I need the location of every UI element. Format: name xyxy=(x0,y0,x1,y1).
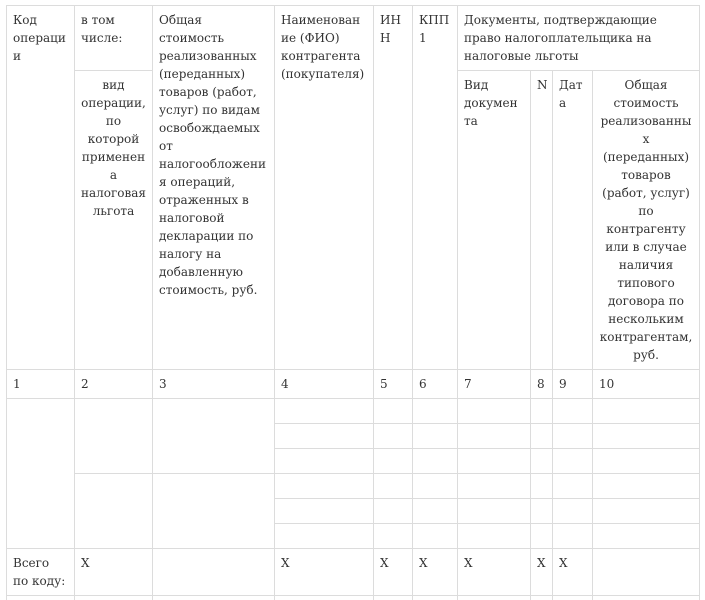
cell xyxy=(458,449,531,474)
cell xyxy=(374,499,413,524)
column-number-9: 9 xyxy=(553,370,593,399)
cell xyxy=(374,596,413,600)
total-x-inn: X xyxy=(374,549,413,596)
header-inn: ИНН xyxy=(374,6,413,370)
cell xyxy=(531,399,553,424)
cell xyxy=(593,474,700,499)
cell xyxy=(531,499,553,524)
cell xyxy=(458,399,531,424)
column-number-6: 6 xyxy=(413,370,458,399)
column-number-4: 4 xyxy=(275,370,374,399)
cell xyxy=(531,596,553,600)
column-number-10: 10 xyxy=(593,370,700,399)
cell-operation-type xyxy=(75,474,153,549)
cell xyxy=(593,424,700,449)
cell xyxy=(7,596,75,600)
header-document-type: Вид документа xyxy=(458,71,531,370)
cell xyxy=(553,449,593,474)
cell-operation-type xyxy=(75,399,153,474)
header-operation-code: Код операции xyxy=(7,6,75,370)
header-total-cost: Общая стоимость реализованных (переданных) товаров (работ, услуг) по видам освобождаемых от налогообложения операций, отраженных в налоговой декларации по налогу на добавленную стоимость, руб. xyxy=(153,6,275,370)
header-including: в том числе: xyxy=(75,6,153,71)
cell xyxy=(593,596,700,600)
cell xyxy=(275,399,374,424)
column-number-1: 1 xyxy=(7,370,75,399)
header-counterparty-cost: Общая стоимость реализованных (переданных) товаров (работ, услуг) по контрагенту или в случае наличия типового договора по нескольким контрагентам, руб. xyxy=(593,71,700,370)
cell xyxy=(553,596,593,600)
total-x-counterparty: X xyxy=(275,549,374,596)
cell xyxy=(275,449,374,474)
cell xyxy=(553,474,593,499)
cell xyxy=(458,474,531,499)
cell xyxy=(374,474,413,499)
cell xyxy=(413,524,458,549)
cell xyxy=(593,499,700,524)
column-number-8: 8 xyxy=(531,370,553,399)
cell xyxy=(458,596,531,600)
cell xyxy=(153,596,275,600)
total-row xyxy=(7,549,700,596)
data-row xyxy=(7,474,700,499)
total-x-operation-type: X xyxy=(75,549,153,596)
column-number-3: 3 xyxy=(153,370,275,399)
cut-off-row xyxy=(7,596,700,600)
cell xyxy=(531,449,553,474)
total-counterparty-cost-cell xyxy=(593,549,700,596)
cell xyxy=(553,499,593,524)
cell xyxy=(413,399,458,424)
total-label: Всего по коду: xyxy=(7,549,75,596)
cell-operation-code xyxy=(7,399,75,549)
data-row xyxy=(7,399,700,424)
cell xyxy=(413,596,458,600)
cell xyxy=(553,399,593,424)
column-number-5: 5 xyxy=(374,370,413,399)
header-document-date: Дата xyxy=(553,71,593,370)
cell xyxy=(275,424,374,449)
cell xyxy=(374,424,413,449)
cell xyxy=(374,399,413,424)
cell xyxy=(275,474,374,499)
header-operation-type: вид операции, по которой применена налоговая льгота xyxy=(75,71,153,370)
total-x-document-date: X xyxy=(553,549,593,596)
cell xyxy=(458,424,531,449)
header-counterparty-name: Наименование (ФИО) контрагента (покупателя) xyxy=(275,6,374,370)
total-x-document-number: X xyxy=(531,549,553,596)
total-x-document-type: X xyxy=(458,549,531,596)
cell xyxy=(275,596,374,600)
cell xyxy=(553,524,593,549)
cell xyxy=(531,524,553,549)
cell xyxy=(374,449,413,474)
cell xyxy=(458,499,531,524)
cell xyxy=(413,474,458,499)
cell xyxy=(593,399,700,424)
cell xyxy=(75,596,153,600)
cell xyxy=(275,524,374,549)
column-number-2: 2 xyxy=(75,370,153,399)
tax-benefit-table xyxy=(6,5,700,600)
cell-total-cost xyxy=(153,474,275,549)
column-number-7: 7 xyxy=(458,370,531,399)
cell xyxy=(374,524,413,549)
cell xyxy=(553,424,593,449)
cell xyxy=(458,524,531,549)
total-x-kpp: X xyxy=(413,549,458,596)
cell xyxy=(413,449,458,474)
cell xyxy=(413,424,458,449)
cell xyxy=(593,524,700,549)
cell-total-cost xyxy=(153,399,275,474)
header-documents-group: Документы, подтверждающие право налогоплательщика на налоговые льготы xyxy=(458,6,700,71)
cell xyxy=(593,449,700,474)
header-document-number: N xyxy=(531,71,553,370)
total-cost-cell xyxy=(153,549,275,596)
cell xyxy=(531,424,553,449)
header-kpp: КПП1 xyxy=(413,6,458,370)
cell xyxy=(275,499,374,524)
cell xyxy=(413,499,458,524)
cell xyxy=(531,474,553,499)
column-numbers-row xyxy=(7,370,700,399)
header-row-1 xyxy=(7,6,700,71)
